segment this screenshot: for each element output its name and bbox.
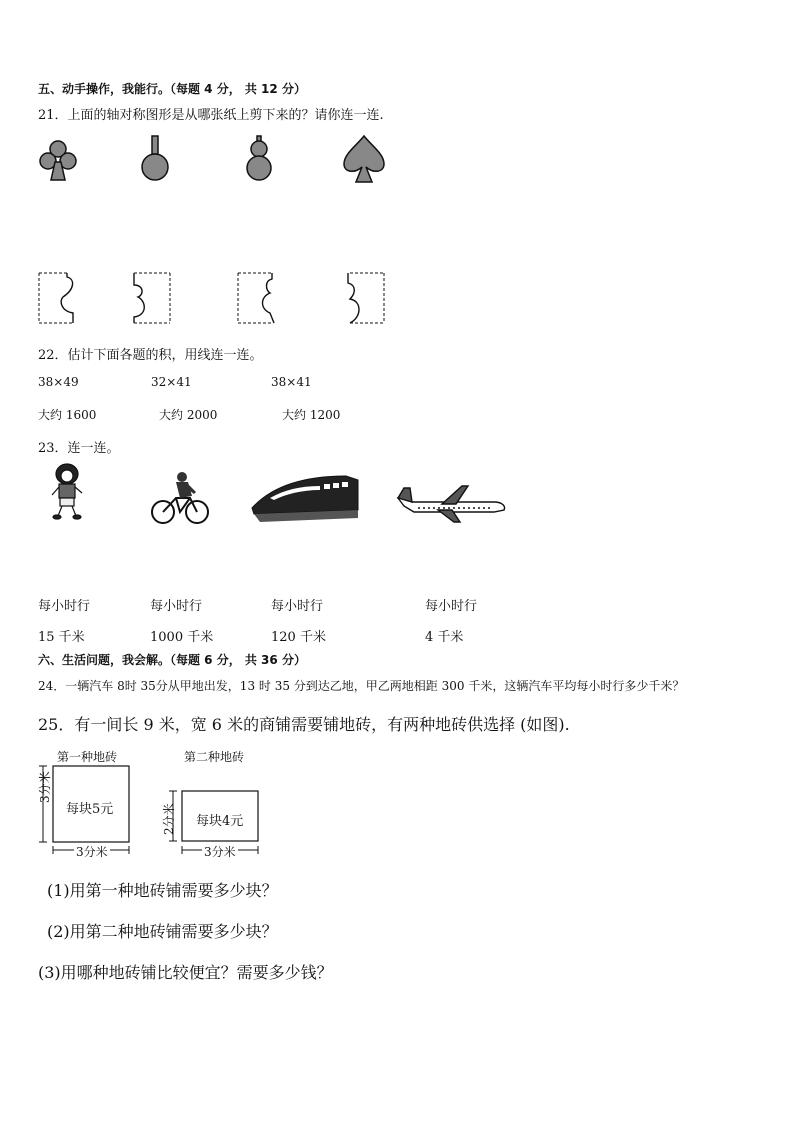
lollipop-icon	[140, 134, 170, 182]
section5-heading: 五、动手操作，我能行。（每题 4 分， 共 12 分）	[38, 82, 306, 96]
tile2-height-label: 2分米	[162, 803, 176, 835]
q24-text: 24．一辆汽车 8时 35分从甲地出发，13 时 35 分到达乙地，甲乙两地相距 300 千米，这辆汽车平均每小时行多少千米？	[38, 679, 685, 693]
gourd-icon	[244, 134, 274, 182]
tile2-title: 第二种地砖	[184, 750, 245, 764]
speed-value-4: 4 千米	[425, 630, 464, 645]
folded-paper-a	[37, 271, 77, 325]
child-walking-icon	[46, 462, 88, 520]
estimate-2: 大约 2000	[159, 408, 218, 422]
estimate-3: 大约 1200	[282, 408, 341, 422]
airplane-icon	[394, 484, 508, 524]
cyclist-icon	[150, 470, 210, 526]
spade-icon	[342, 134, 386, 184]
speed-value-2: 1000 千米	[150, 630, 214, 645]
product-2: 32×41	[151, 375, 192, 389]
speed-label-3: 每小时行	[271, 599, 324, 614]
folded-paper-c	[236, 271, 278, 325]
product-3: 38×41	[271, 375, 312, 389]
folded-paper-d	[346, 271, 388, 325]
tile2-width-label: 3分米	[204, 845, 236, 859]
product-1: 38×49	[38, 375, 79, 389]
q25-sub-3: (3)用哪种地砖铺比较便宜？需要多少钱？	[38, 963, 333, 982]
speed-value-1: 15 千米	[38, 630, 85, 645]
speed-label-2: 每小时行	[150, 599, 203, 614]
q23-text: 23．连一连。	[38, 441, 120, 456]
tile1-price: 每块5元	[66, 802, 114, 817]
q22-text: 22．估计下面各题的积，用线连一连。	[38, 348, 263, 363]
q21-text: 21．上面的轴对称图形是从哪张纸上剪下来的？请你连一连.	[38, 108, 384, 123]
tile2-price: 每块4元	[196, 814, 244, 829]
speed-value-3: 120 千米	[271, 630, 326, 645]
tile1-title: 第一种地砖	[57, 750, 118, 764]
section6-heading: 六、生活问题，我会解。（每题 6 分， 共 36 分）	[38, 653, 306, 667]
speed-label-1: 每小时行	[38, 599, 91, 614]
q25-text: 25．有一间长 9 米，宽 6 米的商铺需要铺地砖，有两种地砖供选择 (如图).	[38, 715, 570, 734]
folded-paper-b	[132, 271, 174, 325]
q25-sub-2: (2)用第二种地砖铺需要多少块？	[47, 922, 278, 941]
speed-label-4: 每小时行	[425, 599, 478, 614]
q25-sub-1: (1)用第一种地砖铺需要多少块？	[47, 881, 278, 900]
tile1-height-label: 3分米	[38, 771, 52, 803]
estimate-1: 大约 1600	[38, 408, 97, 422]
high-speed-train-icon	[250, 470, 360, 526]
club-icon	[37, 138, 79, 182]
tile1-width-label: 3分米	[76, 845, 108, 859]
